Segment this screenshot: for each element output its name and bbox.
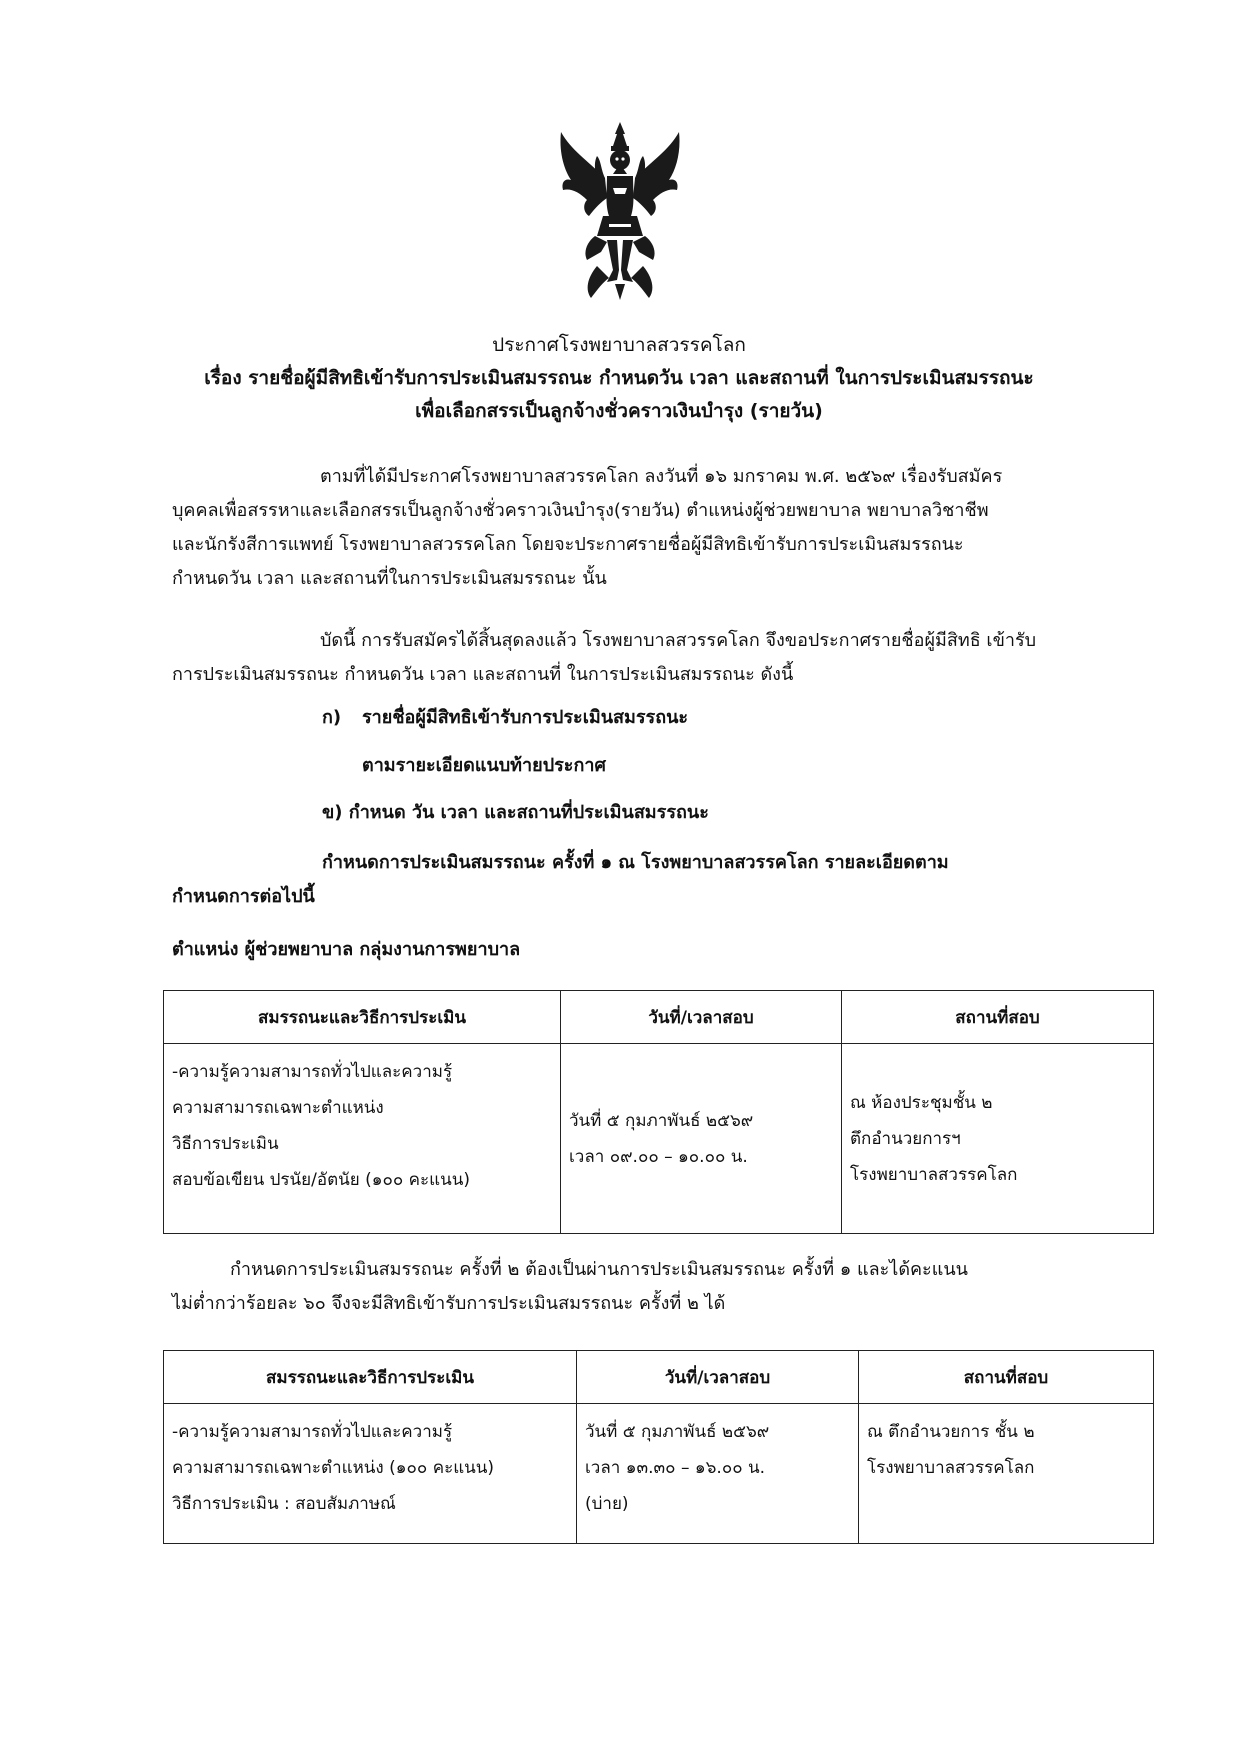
subject-line-2: เพื่อเลือกสรรเป็นลูกจ้างชั่วคราวเงินบำรุง (รายวัน): [415, 400, 823, 422]
item-b: ข) กำหนด วัน เวลา และสถานที่ประเมินสมรรถนะ: [322, 802, 709, 823]
cell-line: วันที่ ๕ กุมภาพันธ์ ๒๕๖๙: [569, 1110, 754, 1131]
item-a: [322, 703, 688, 733]
round1-line-1: กำหนดการประเมินสมรรถนะ ครั้งที่ ๑ ณ โรงพยาบาลสวรรคโลก รายละเอียดตาม: [322, 852, 949, 873]
cell-line: โรงพยาบาลสวรรคโลก: [850, 1164, 1018, 1185]
paragraph-line: การประเมินสมรรถนะ กำหนดวัน เวลา และสถานที่ ในการประเมินสมรรถนะ ดังนี้: [172, 664, 794, 685]
header-competency: สมรรถนะและวิธีการประเมิน: [164, 991, 561, 1044]
competency-cell: [164, 1044, 561, 1234]
table-header-row: [164, 1351, 1154, 1404]
table-header-row: [164, 991, 1154, 1044]
schedule-table-round-2: [163, 1350, 1154, 1544]
position-heading: ตำแหน่ง ผู้ช่วยพยาบาล กลุ่มงานการพยาบาล: [172, 939, 521, 960]
cell-line: เวลา ๐๙.๐๐ – ๑๐.๐๐ น.: [569, 1146, 748, 1167]
paragraph-line: บัดนี้ การรับสมัครได้สิ้นสุดลงแล้ว โรงพยาบาลสวรรคโลก จึงขอประกาศรายชื่อผู้มีสิทธิ เข้ารับ: [320, 630, 1037, 651]
paragraph-round-2: [172, 1253, 1122, 1321]
header-location: สถานที่สอบ: [859, 1351, 1154, 1404]
paragraph-line: และนักรังสีการแพทย์ โรงพยาบาลสวรรคโลก โดยจะประกาศรายชื่อผู้มีสิทธิเข้ารับการประเมินสมรรถนะ: [172, 534, 964, 555]
paragraph-line: กำหนดวัน เวลา และสถานที่ในการประเมินสมรรถนะ นั้น: [172, 568, 607, 589]
announcement-title: ประกาศโรงพยาบาลสวรรคโลก: [492, 334, 746, 356]
cell-line: วันที่ ๕ กุมภาพันธ์ ๒๕๖๙: [585, 1422, 770, 1442]
garuda-emblem-icon: [557, 120, 683, 302]
cell-line: ความสามารถเฉพาะตำแหน่ง (๑๐๐ คะแนน): [172, 1458, 495, 1478]
cell-line: ณ ตึกอำนวยการ ชั้น ๒: [867, 1422, 1035, 1442]
cell-line: วิธีการประเมิน : สอบสัมภาษณ์: [172, 1494, 396, 1514]
paragraph-line: ตามที่ได้มีประกาศโรงพยาบาลสวรรคโลก ลงวันที่ ๑๖ มกราคม พ.ศ. ๒๕๖๙ เรื่องรับสมัคร: [320, 466, 1003, 487]
subject-line-1: เรื่อง รายชื่อผู้มีสิทธิเข้ารับการประเมินสมรรถนะ กำหนดวัน เวลา และสถานที่ ในการประเมินสมรรถนะ: [204, 367, 1034, 389]
cell-line: ณ ห้องประชุมชั้น ๒: [850, 1092, 993, 1113]
cell-line: ความสามารถเฉพาะตำแหน่ง: [172, 1098, 384, 1118]
table-row: [164, 1404, 1154, 1544]
paragraph-status: [172, 624, 1122, 692]
cell-line: เวลา ๑๓.๓๐ – ๑๖.๐๐ น.: [585, 1458, 766, 1478]
header-datetime: วันที่/เวลาสอบ: [561, 991, 842, 1044]
item-a-title: รายชื่อผู้มีสิทธิเข้ารับการประเมินสมรรถนะ: [362, 707, 689, 728]
header-competency: สมรรถนะและวิธีการประเมิน: [164, 1351, 577, 1404]
paragraph-line: กำหนดการประเมินสมรรถนะ ครั้งที่ ๒ ต้องเป็นผ่านการประเมินสมรรถนะ ครั้งที่ ๑ และได้คะแนน: [230, 1259, 968, 1280]
location-cell: [859, 1404, 1154, 1544]
location-cell: [842, 1044, 1154, 1234]
cell-line: ตึกอำนวยการฯ: [850, 1128, 961, 1149]
competency-cell: [164, 1404, 577, 1544]
item-a-detail: ตามรายะเอียดแนบท้ายประกาศ: [362, 755, 606, 776]
round1-line-2: กำหนดการต่อไปนี้: [172, 886, 315, 907]
paragraph-intro: [172, 460, 1122, 596]
datetime-cell: [561, 1044, 842, 1234]
header-datetime: วันที่/เวลาสอบ: [577, 1351, 859, 1404]
table-row: [164, 1044, 1154, 1234]
cell-line: (บ่าย): [585, 1494, 629, 1514]
cell-line: -ความรู้ความสามารถทั่วไปและความรู้: [172, 1422, 453, 1442]
datetime-cell: [577, 1404, 859, 1544]
paragraph-line: บุคคลเพื่อสรรหาและเลือกสรรเป็นลูกจ้างชั่วคราวเงินบำรุง(รายวัน) ตำแหน่งผู้ช่วยพยาบาล พยาบาลวิชาชีพ: [172, 500, 989, 521]
item-a-marker: ก): [322, 707, 342, 728]
cell-line: -ความรู้ความสามารถทั่วไปและความรู้: [172, 1062, 453, 1082]
schedule-table-round-1: [163, 990, 1154, 1234]
header-location: สถานที่สอบ: [842, 991, 1154, 1044]
paragraph-line: ไม่ต่ำกว่าร้อยละ ๖๐ จึงจะมีสิทธิเข้ารับการประเมินสมรรถนะ ครั้งที่ ๒ ได้: [172, 1293, 726, 1314]
cell-line: วิธีการประเมิน: [172, 1134, 279, 1154]
cell-line: สอบข้อเขียน ปรนัย/อัตนัย (๑๐๐ คะแนน): [172, 1170, 471, 1190]
cell-line: โรงพยาบาลสวรรคโลก: [867, 1458, 1035, 1478]
